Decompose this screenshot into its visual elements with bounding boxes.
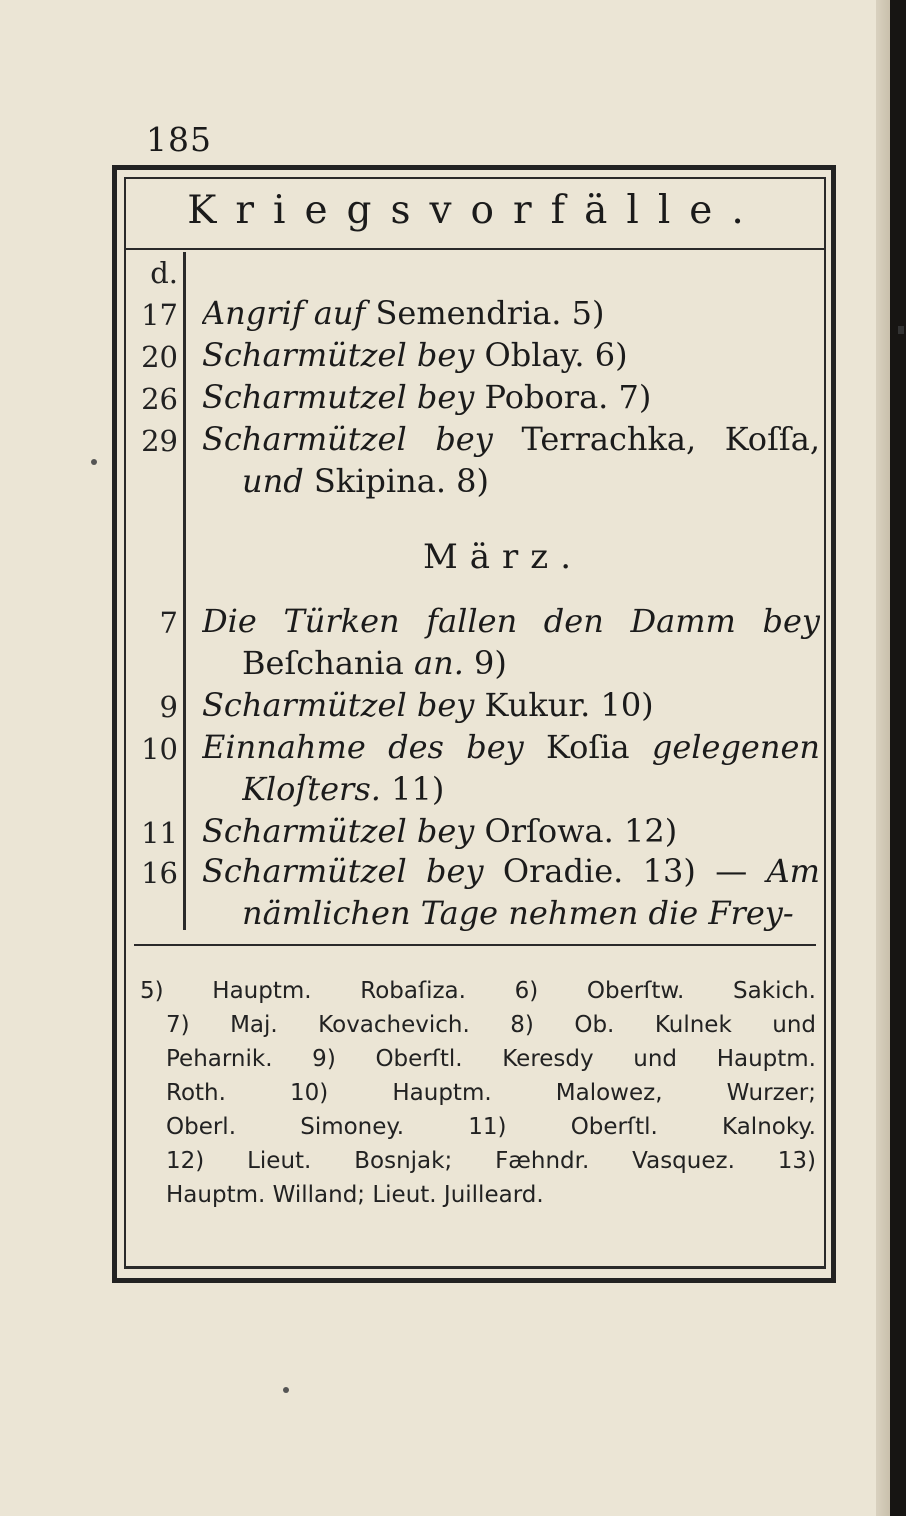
italic-text: an. <box>414 644 464 682</box>
roman-text: 9) <box>463 644 507 682</box>
entry-day: 29 <box>141 424 178 458</box>
day-column-header: d. <box>150 256 178 290</box>
italic-text: Angrif auf <box>202 294 366 332</box>
page-number: 185 <box>146 120 212 159</box>
entry-day: 26 <box>141 382 178 416</box>
italic-text: und <box>242 462 304 500</box>
roman-text: Koſia <box>523 728 652 766</box>
roman-text: Orſowa. 12) <box>474 812 678 850</box>
footnote-line: 12) Lieut. Bosnjak; Fæhndr. Vasquez. 13) <box>166 1148 816 1174</box>
entry-day: 16 <box>141 856 178 890</box>
italic-text: Einnahme des bey <box>202 728 524 766</box>
roman-text: Pobora. 7) <box>474 378 652 416</box>
italic-text: Scharmützel bey <box>202 686 475 724</box>
italic-text: gelegenen <box>651 728 820 766</box>
roman-text: 11) <box>380 770 445 808</box>
month-heading: März. <box>422 537 584 577</box>
italic-text: Kloſters. <box>242 770 381 808</box>
speck <box>283 1387 289 1393</box>
italic-text: Scharmützel bey <box>202 812 475 850</box>
entry-day: 7 <box>159 606 178 640</box>
entry-day: 17 <box>141 298 178 332</box>
italic-text: Scharmützel bey <box>202 336 475 374</box>
roman-text: Beſchania <box>242 644 414 682</box>
italic-text: nämlichen Tage nehmen die Frey- <box>242 894 794 932</box>
italic-text: Scharmutzel bey <box>202 378 475 416</box>
speck <box>898 326 904 334</box>
footnote-line: Hauptm. Willand; Lieut. Juilleard. <box>166 1182 544 1208</box>
roman-text: Skipina. 8) <box>303 462 490 500</box>
footnote-line: Roth. 10) Hauptm. Malowez, Wurzer; <box>166 1080 816 1106</box>
footnote-line: 7) Maj. Kovachevich. 8) Ob. Kulnek und <box>166 1012 816 1038</box>
entry-day: 10 <box>141 732 178 766</box>
entry-day: 11 <box>141 816 178 850</box>
speck <box>91 459 97 465</box>
italic-text: Scharmützel bey <box>202 420 493 458</box>
entry-day: 9 <box>159 690 178 724</box>
roman-text: Semendria. 5) <box>365 294 605 332</box>
roman-text: Terrachka, Koſſa, <box>492 420 820 458</box>
roman-text: Kukur. 10) <box>474 686 654 724</box>
italic-text: Am <box>766 852 820 890</box>
entry-day: 20 <box>141 340 178 374</box>
italic-text: Die Türken fallen den Damm bey <box>202 602 820 640</box>
footnote-line: 5) Hauptm. Robaſiza. 6) Oberſtw. Sakich. <box>140 978 816 1004</box>
roman-text: Oblay. 6) <box>474 336 628 374</box>
footnote-line: Peharnik. 9) Oberſtl. Keresdy und Hauptm. <box>166 1046 816 1072</box>
italic-text: Scharmützel bey <box>202 852 484 890</box>
roman-text: Oradie. 13) — <box>483 852 767 890</box>
section-title: Kriegsvorfälle. <box>187 188 763 233</box>
footnote-line: Oberl. Simoney. 11) Oberſtl. Kalnoky. <box>166 1114 816 1140</box>
